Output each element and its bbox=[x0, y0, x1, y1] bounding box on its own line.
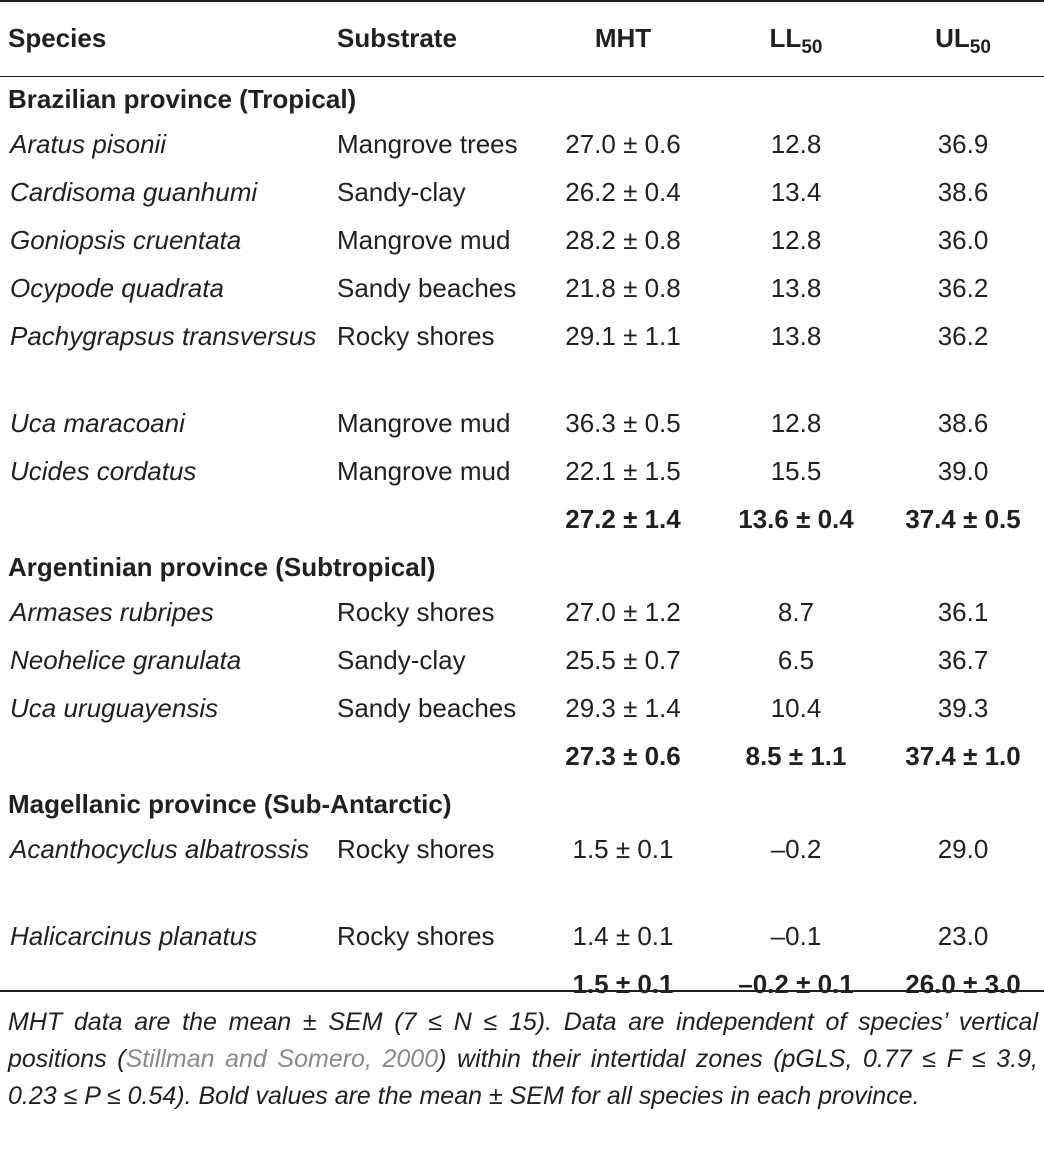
table-row bbox=[0, 218, 1044, 266]
table-row bbox=[0, 590, 1044, 638]
section-title: Argentinian province (Subtropical) bbox=[8, 552, 436, 582]
ll50-cell: –0.1 bbox=[770, 921, 822, 951]
header-ll50-subscript: 50 bbox=[801, 37, 823, 58]
mht-cell: 27.0 ± 0.6 bbox=[565, 129, 681, 159]
table-body bbox=[0, 77, 1044, 1010]
mht-cell: 29.3 ± 1.4 bbox=[565, 693, 681, 723]
mht-cell: 27.0 ± 1.2 bbox=[565, 597, 681, 627]
ll50-cell: 12.8 bbox=[770, 408, 822, 438]
table-row bbox=[0, 266, 1044, 314]
mean-ul50-cell: 26.0 ± 3.0 bbox=[905, 969, 1021, 999]
ll50-cell: 13.8 bbox=[770, 321, 822, 351]
ll50-cell: 12.8 bbox=[770, 225, 822, 255]
mht-cell: 29.1 ± 1.1 bbox=[565, 321, 681, 351]
mean-empty-cell bbox=[327, 734, 536, 782]
mean-mht-cell: 1.5 ± 0.1 bbox=[572, 969, 674, 999]
table-row bbox=[0, 827, 1044, 914]
mht-cell: 36.3 ± 0.5 bbox=[565, 408, 681, 438]
ul50-cell: 39.3 bbox=[937, 693, 989, 723]
mht-cell: 26.2 ± 0.4 bbox=[565, 177, 681, 207]
ul50-cell: 39.0 bbox=[937, 456, 989, 486]
species-cell: Cardisoma guanhumi bbox=[10, 177, 258, 207]
section-row bbox=[0, 77, 1044, 122]
species-cell: Aratus pisonii bbox=[10, 129, 167, 159]
table-row bbox=[0, 638, 1044, 686]
header-species: Species bbox=[8, 23, 107, 53]
substrate-cell: Sandy beaches bbox=[337, 273, 517, 303]
ul50-cell: 36.0 bbox=[937, 225, 989, 255]
ll50-cell: 10.4 bbox=[770, 693, 822, 723]
mean-empty-cell bbox=[0, 497, 327, 545]
header-ul50-subscript: 50 bbox=[969, 37, 991, 58]
table-row bbox=[0, 449, 1044, 497]
ul50-cell: 36.1 bbox=[937, 597, 989, 627]
species-cell: Armases rubripes bbox=[10, 597, 214, 627]
header-substrate: Substrate bbox=[337, 23, 457, 53]
substrate-cell: Rocky shores bbox=[337, 597, 495, 627]
substrate-cell: Mangrove mud bbox=[337, 456, 511, 486]
mean-ul50-cell: 37.4 ± 1.0 bbox=[905, 741, 1021, 771]
table-row bbox=[0, 914, 1044, 962]
substrate-cell: Rocky shores bbox=[337, 921, 495, 951]
ul50-cell: 38.6 bbox=[937, 408, 989, 438]
section-row bbox=[0, 545, 1044, 590]
mean-empty-cell bbox=[327, 497, 536, 545]
ll50-cell: 12.8 bbox=[770, 129, 822, 159]
ll50-cell: 6.5 bbox=[777, 645, 815, 675]
ul50-cell: 23.0 bbox=[937, 921, 989, 951]
table-row bbox=[0, 170, 1044, 218]
substrate-cell: Sandy-clay bbox=[337, 645, 466, 675]
mht-cell: 1.4 ± 0.1 bbox=[572, 921, 674, 951]
ul50-cell: 36.7 bbox=[937, 645, 989, 675]
table-row bbox=[0, 314, 1044, 401]
species-cell: Uca maracoani bbox=[10, 408, 185, 438]
footnote-text-2: ) within their intertidal zones (pGLS, 0.77 ≤ F ≤ 3.9, 0.23 ≤ P ≤ 0.54). Bold values are the mean ± SEM for all species in each province. bbox=[8, 1045, 1038, 1110]
substrate-cell: Rocky shores bbox=[337, 321, 495, 351]
ul50-cell: 36.9 bbox=[937, 129, 989, 159]
mht-cell: 22.1 ± 1.5 bbox=[565, 456, 681, 486]
species-cell: Goniopsis cruentata bbox=[10, 225, 242, 255]
ul50-cell: 36.2 bbox=[937, 273, 989, 303]
footnote-text-1: MHT data are the mean ± SEM (7 ≤ N ≤ 15). Data are independent of species’ vertical positions ( bbox=[8, 1008, 1038, 1073]
mht-cell: 28.2 ± 0.8 bbox=[565, 225, 681, 255]
section-row bbox=[0, 782, 1044, 827]
mean-ll50-cell: 8.5 ± 1.1 bbox=[745, 741, 847, 771]
ul50-cell: 29.0 bbox=[937, 834, 989, 864]
header-mht: MHT bbox=[594, 23, 652, 53]
table-row bbox=[0, 401, 1044, 449]
province-mean-row bbox=[0, 497, 1044, 545]
mht-cell: 25.5 ± 0.7 bbox=[565, 645, 681, 675]
mean-empty-cell bbox=[0, 734, 327, 782]
header-ll50-base: LL bbox=[769, 23, 802, 53]
species-cell: Halicarcinus planatus bbox=[10, 921, 258, 951]
ul50-cell: 36.2 bbox=[937, 321, 989, 351]
mht-cell: 1.5 ± 0.1 bbox=[572, 834, 674, 864]
ll50-cell: 13.4 bbox=[770, 177, 822, 207]
mean-empty-cell bbox=[0, 962, 327, 1010]
section-title: Magellanic province (Sub-Antarctic) bbox=[8, 789, 452, 819]
mean-ll50-cell: –0.2 ± 0.1 bbox=[738, 969, 854, 999]
mean-ul50-cell: 37.4 ± 0.5 bbox=[905, 504, 1021, 534]
province-mean-row bbox=[0, 962, 1044, 1010]
substrate-cell: Mangrove mud bbox=[337, 225, 511, 255]
species-cell: Pachygrapsus transversus bbox=[10, 321, 317, 351]
mean-mht-cell: 27.3 ± 0.6 bbox=[565, 741, 681, 771]
mht-cell: 21.8 ± 0.8 bbox=[565, 273, 681, 303]
table-row bbox=[0, 686, 1044, 734]
ll50-cell: –0.2 bbox=[770, 834, 822, 864]
substrate-cell: Mangrove mud bbox=[337, 408, 511, 438]
ll50-cell: 8.7 bbox=[777, 597, 815, 627]
header-ul50-base: UL bbox=[935, 23, 970, 53]
header-ul50 bbox=[882, 0, 1044, 77]
table-footnote bbox=[8, 1004, 1038, 1115]
mean-mht-cell: 27.2 ± 1.4 bbox=[565, 504, 681, 534]
substrate-cell: Sandy beaches bbox=[337, 693, 517, 723]
species-cell: Acanthocyclus albatrossis bbox=[10, 834, 310, 864]
species-cell: Uca uruguayensis bbox=[10, 693, 219, 723]
table-row bbox=[0, 122, 1044, 170]
species-cell: Ucides cordatus bbox=[10, 456, 197, 486]
species-cell: Neohelice granulata bbox=[10, 645, 242, 675]
header-ll50 bbox=[710, 0, 882, 77]
mean-empty-cell bbox=[327, 962, 536, 1010]
province-mean-row bbox=[0, 734, 1044, 782]
species-cell: Ocypode quadrata bbox=[10, 273, 224, 303]
mean-ll50-cell: 13.6 ± 0.4 bbox=[738, 504, 854, 534]
header-row bbox=[0, 0, 1044, 77]
section-title: Brazilian province (Tropical) bbox=[8, 84, 357, 114]
substrate-cell: Mangrove trees bbox=[337, 129, 518, 159]
ll50-cell: 13.8 bbox=[770, 273, 822, 303]
substrate-cell: Rocky shores bbox=[337, 834, 495, 864]
substrate-cell: Sandy-clay bbox=[337, 177, 466, 207]
ll50-cell: 15.5 bbox=[770, 456, 822, 486]
footnote-citation-link[interactable]: Stillman and Somero, 2000 bbox=[125, 1045, 439, 1073]
ul50-cell: 38.6 bbox=[937, 177, 989, 207]
